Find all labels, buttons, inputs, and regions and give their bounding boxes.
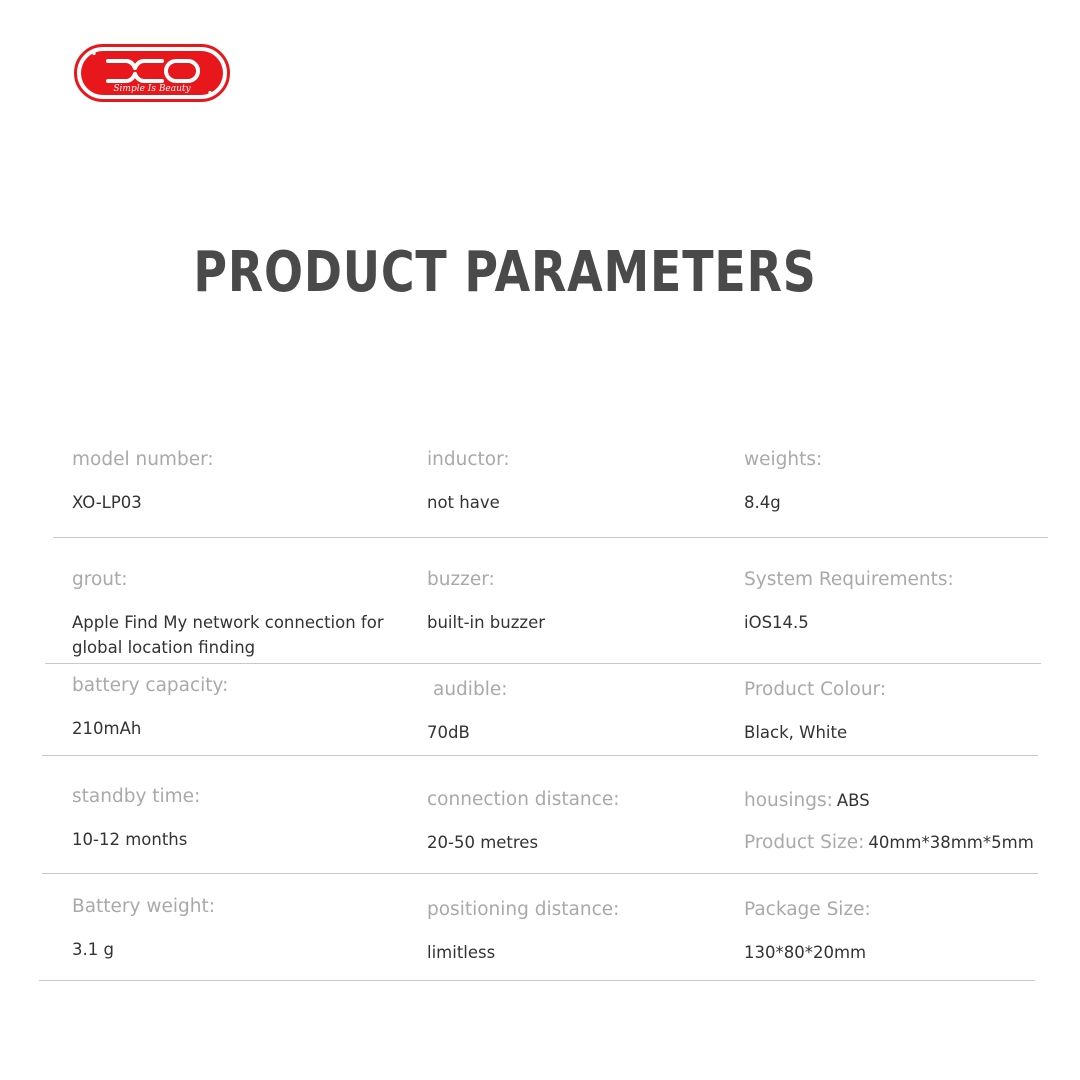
param-value: 130*80*20mm: [744, 942, 867, 962]
param-label: weights:: [744, 449, 823, 470]
param-value: XO-LP03: [72, 492, 142, 512]
param-housings: [744, 791, 870, 811]
param-value: not have: [427, 492, 500, 512]
param-label: audible:: [433, 679, 508, 700]
param-package-size: [744, 901, 871, 965]
param-standby-time: [72, 788, 200, 852]
param-grout: [72, 571, 402, 660]
param-label: grout:: [72, 569, 128, 590]
param-inductor: [427, 451, 510, 515]
row-divider: [45, 663, 1041, 664]
param-value: ABS: [836, 791, 870, 810]
param-value: built-in buzzer: [427, 612, 545, 632]
row-divider: [42, 873, 1038, 874]
row-divider: [42, 755, 1038, 756]
page-title: PRODUCT PARAMETERS: [193, 240, 817, 305]
param-audible: [427, 679, 508, 745]
param-label: connection distance:: [427, 789, 620, 810]
param-battery-weight: [72, 898, 215, 962]
param-value: 40mm*38mm*5mm: [868, 833, 1034, 852]
param-value: 10-12 months: [72, 829, 188, 849]
param-value: Apple Find My network connection for global location finding: [72, 612, 384, 657]
param-value: 8.4g: [744, 492, 781, 512]
param-label: Product Colour:: [744, 679, 887, 700]
param-label: buzzer:: [427, 569, 495, 590]
param-value: limitless: [427, 942, 496, 962]
param-label: model number:: [72, 449, 214, 470]
param-value: 70dB: [427, 722, 470, 742]
param-label: Product Size:: [744, 832, 865, 853]
param-positioning-distance: [427, 901, 619, 965]
param-connection-distance: [427, 791, 619, 855]
row-divider: [53, 537, 1048, 538]
logo-tagline: Simple Is Beauty: [113, 84, 191, 94]
param-battery-capacity: [72, 677, 228, 741]
param-system-requirements: [744, 571, 954, 635]
param-value: 3.1 g: [72, 939, 114, 959]
param-label: housings:: [744, 790, 833, 811]
param-label: System Requirements:: [744, 569, 954, 590]
param-model-number: [72, 451, 214, 515]
param-label: positioning distance:: [427, 899, 620, 920]
param-value: 20-50 metres: [427, 832, 539, 852]
xo-logo: [74, 44, 230, 102]
param-label: battery capacity:: [72, 675, 229, 696]
param-product-size: [744, 833, 1034, 853]
row-divider: [39, 980, 1035, 981]
param-weights: [744, 451, 822, 515]
param-label: Package Size:: [744, 899, 871, 920]
param-value: Black, White: [744, 722, 848, 742]
param-buzzer: [427, 571, 545, 635]
param-product-colour: [744, 681, 886, 745]
param-value: 210mAh: [72, 718, 142, 738]
param-value: iOS14.5: [744, 612, 809, 632]
param-label: standby time:: [72, 786, 201, 807]
param-label: Battery weight:: [72, 896, 215, 917]
param-label: inductor:: [427, 449, 510, 470]
